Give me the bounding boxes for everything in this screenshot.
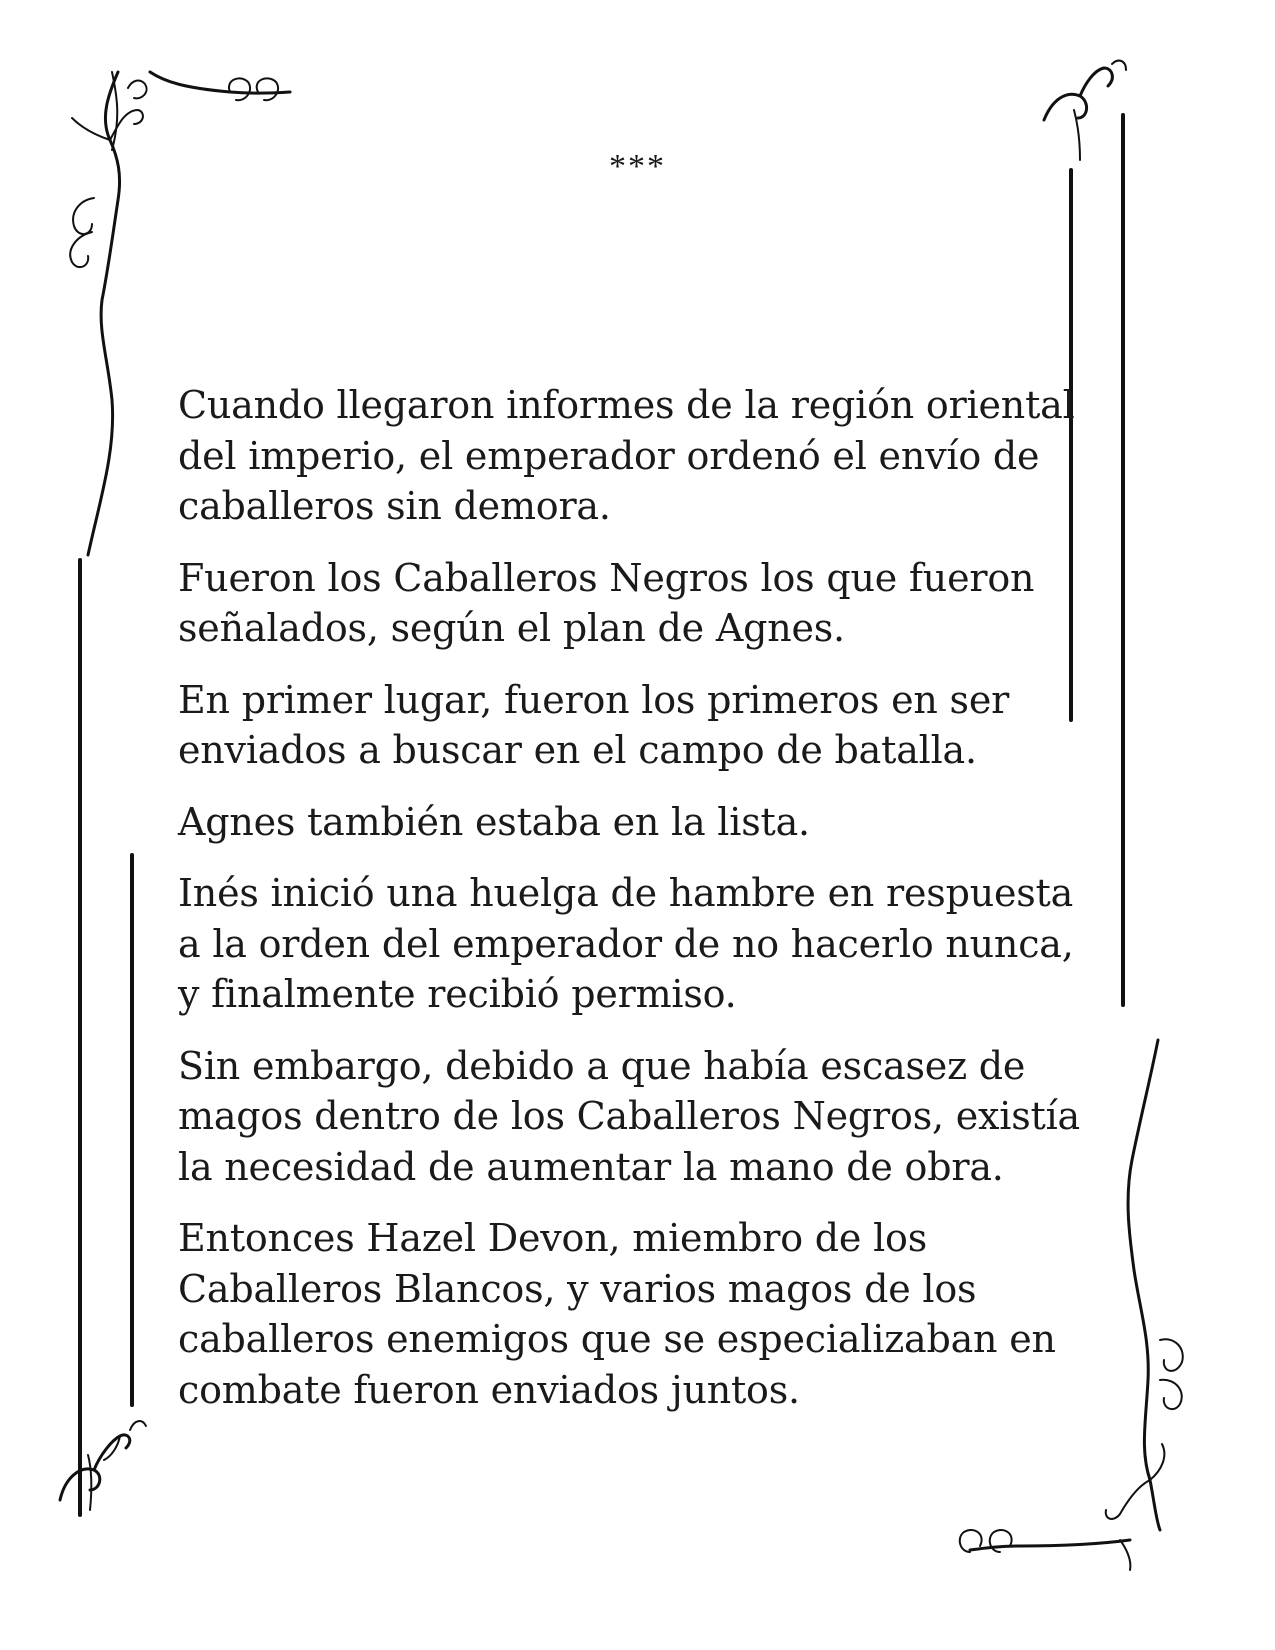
text-line: del imperio, el emperador ordenó el envío de xyxy=(178,433,1040,478)
text-line: la necesidad de aumentar la mano de obra. xyxy=(178,1144,1004,1189)
paragraph xyxy=(178,675,1098,776)
text-line: a la orden del emperador de no hacerlo nunca, xyxy=(178,921,1074,966)
top-right-flourish xyxy=(1044,61,1126,160)
paragraph xyxy=(178,1213,1098,1415)
text-line: señalados, según el plan de Agnes. xyxy=(178,606,845,650)
text-line: Agnes también estaba en la lista. xyxy=(178,799,810,844)
text-line: En primer lugar, fueron los primeros en ser xyxy=(178,677,1010,722)
paragraph xyxy=(178,1041,1098,1193)
text-line: caballeros enemigos que se especializaban en xyxy=(178,1317,1056,1361)
text-line: Inés inició una huelga de hambre en respuesta xyxy=(178,871,1074,915)
text-line: magos dentro de los Caballeros Negros, existía xyxy=(178,1094,1081,1138)
text-line: Entonces Hazel Devon, miembro de los xyxy=(178,1216,928,1260)
text-line: Sin embargo, debido a que había escasez de xyxy=(178,1043,1026,1088)
text-line: Cuando llegaron informes de la región oriental xyxy=(178,383,1075,427)
text-line: combate fueron enviados juntos. xyxy=(178,1367,800,1412)
paragraph xyxy=(178,380,1098,532)
text-line: Caballeros Blancos, y varios magos de los xyxy=(178,1266,977,1311)
paragraph xyxy=(178,553,1098,654)
text-line: caballeros sin demora. xyxy=(178,484,611,528)
section-separator: *** xyxy=(609,148,666,185)
text-line: Fueron los Caballeros Negros los que fueron xyxy=(178,555,1035,600)
paragraph xyxy=(178,797,1098,848)
text-line: enviados a buscar en el campo de batalla. xyxy=(178,728,977,772)
paragraph xyxy=(178,868,1098,1020)
bottom-left-flourish xyxy=(60,1421,146,1510)
text-line: y finalmente recibió permiso. xyxy=(178,972,737,1016)
body-text xyxy=(178,380,1098,1436)
